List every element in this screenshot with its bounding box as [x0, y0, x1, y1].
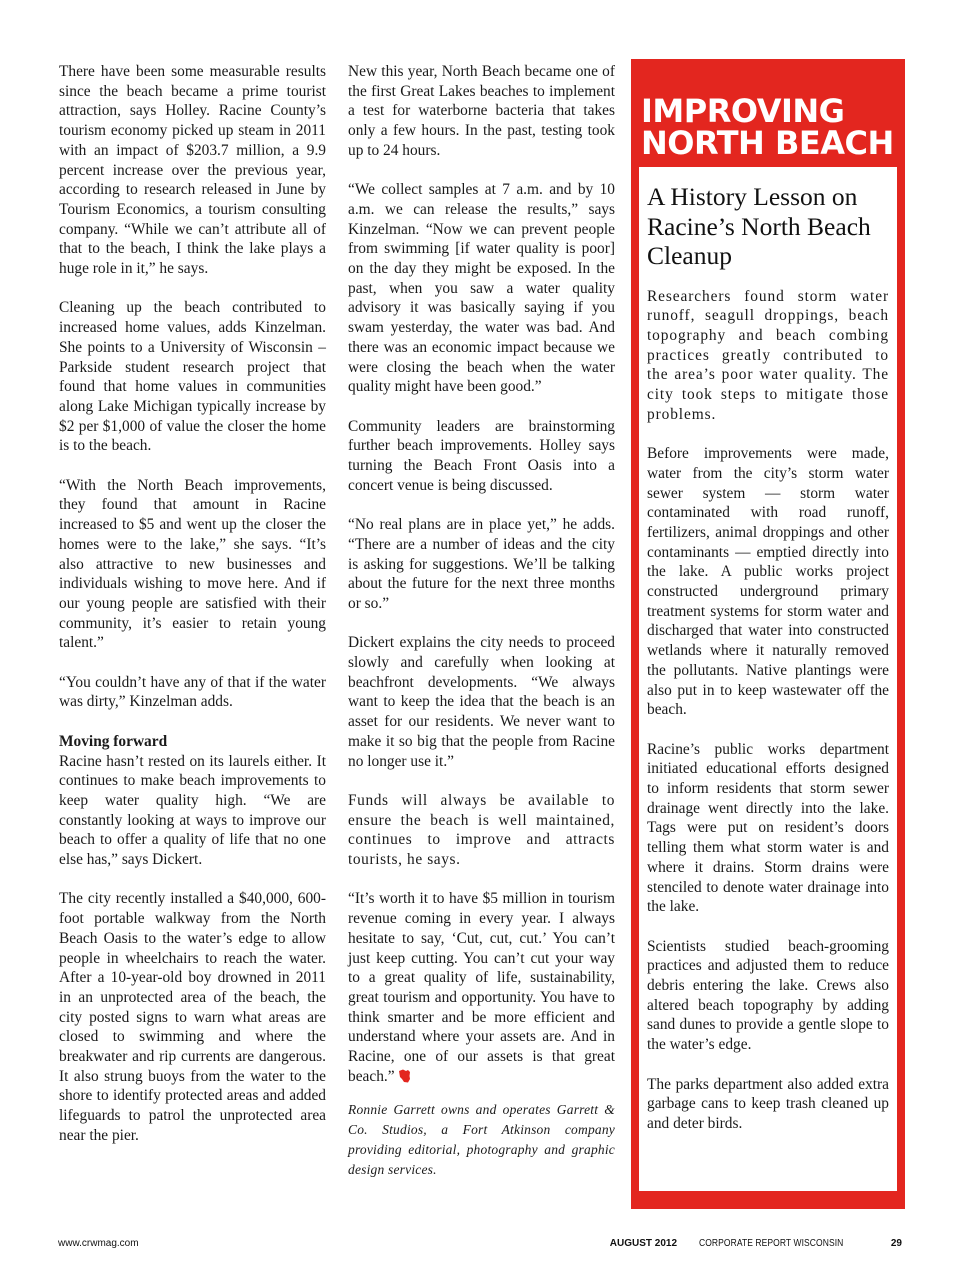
- paragraph: “We collect samples at 7 a.m. and by 10 a.m. we can release the results,” says Kinzelman. “Now we can prevent people from swimming [if water quality is poor] on the day they might be exposed. In the past, when you saw a water quality advisory it was basically saying if you swam yesterday, the water was bad. And there was an economic impact because we were closing the beach when the water quality might have been good.”: [348, 181, 615, 396]
- author-byline: Ronnie Garrett owns and operates Garrett & Co. Studios, a Fort Atkinson company providing editorial, photography and graphic design services.: [348, 1102, 615, 1177]
- paragraph: “You couldn’t have any of that if the water was dirty,” Kinzelman adds.: [59, 673, 326, 711]
- paragraph: The city recently installed a $40,000, 600-foot portable walkway from the North Beach Oasis to the water’s edge to allow people in wheelchairs to reach the water. After a 10-year-old boy drowned in 2011 in an unprotected area of the beach, the city posted signs to warn what areas are closed to swimming and where the breakwater and rip currents are dangerous. It also strung buoys from the water to the shore to identify protected areas and added lifeguards to patrol the unprotected area near the pier.: [59, 890, 326, 1144]
- section-subhead: Moving forward: [59, 732, 168, 750]
- paragraph: There have been some measurable results since the beach became a prime tourist attraction, says Holley. Racine County’s tourism economy picked up steam in 2011 with an impact of $203.7 million, a 9.9 percent increase over the previous year, according to research released in June by Tourism Economics, a tourism consulting company. “While we can’t attribute all of that to the beach, I think the lake plays a huge role in it,” he says.: [59, 63, 326, 278]
- sidebar-title: A History Lesson on Racine’s North Beach Cleanup: [647, 182, 871, 270]
- article-column-1: [59, 62, 326, 1165]
- sidebar-paragraph: Before improvements were made, water from the city’s storm water sewer system — storm water contaminated with road runoff, fertilizers, animal droppings and other contaminants — emptied directly into the lake. A public works project constructed underground primary treatment systems for storm water and discharged that water into constructed wetlands where it naturally removed the pollutants. Native plantings were also put in to keep wastewater off the beach.: [647, 445, 889, 719]
- footer-url: www.crwmag.com: [58, 1238, 139, 1249]
- sidebar-body: [639, 167, 897, 1191]
- article-column-2: [348, 62, 615, 1199]
- wisconsin-state-icon: [398, 1069, 411, 1083]
- paragraph: Cleaning up the beach contributed to increased home values, adds Kinzelman. She points to a University of Wisconsin – Parkside student research project that found that home values in communities along Lake Michigan typically increase by $2 per $1,000 of value the closer the home is to the beach.: [59, 299, 326, 455]
- footer-folio: [610, 1237, 902, 1251]
- paragraph: “No real plans are in place yet,” he adds. “There are a number of ideas and the city is asking for suggestions. We’ll be talking about the future for the next three months or so.”: [348, 516, 615, 612]
- paragraph: New this year, North Beach became one of the first Great Lakes beaches to implement a test for waterborne bacteria that takes only a few hours. In the past, testing took up to 24 hours.: [348, 63, 615, 159]
- paragraph: Racine hasn’t rested on its laurels either. It continues to make beach improvements to keep water quality high. “We are constantly looking at ways to improve our beach to offer a quality of life that no one else has,” says Dickert.: [59, 752, 326, 869]
- sidebar-paragraph: The parks department also added extra garbage cans to keep trash cleaned up and deter birds.: [647, 1075, 889, 1132]
- sidebar-paragraph: Researchers found storm water runoff, seagull droppings, beach topography and beach combing practices greatly contributed to the area’s poor water quality. The city took steps to mitigate those problems.: [647, 287, 889, 423]
- sidebar-paragraph: Racine’s public works department initiated educational efforts designed to inform residents that storm sewer drainage went directly into the lake. Tags were put on resident’s doors telling them what storm water is and where it drains. Storm drains were stenciled to denote water drainage into the lake.: [647, 740, 889, 916]
- page-number: 29: [890, 1238, 902, 1249]
- sidebar-heading: IMPROVING NORTH BEACH: [641, 92, 894, 162]
- sidebar-text: [647, 287, 889, 1134]
- paragraph: Dickert explains the city needs to proceed slowly and carefully when looking at beachfront developments. “We always want to keep the idea that the beach is an asset for our residents. We never want to make it so big that the people from Racine no longer use it.”: [348, 634, 615, 770]
- sidebar-box: [631, 59, 905, 1209]
- paragraph: Community leaders are brainstorming further beach improvements. Holley says turning the Beach Front Oasis into a concert venue is being discussed.: [348, 417, 615, 494]
- sidebar-paragraph: Scientists studied beach-grooming practices and adjusted them to reduce debris entering the lake. Crews also altered beach topography by adding sand dunes to provide a gentle slope to the water’s edge.: [647, 937, 889, 1054]
- footer-publication: CORPORATE REPORT WISCONSIN: [699, 1238, 844, 1249]
- paragraph: Funds will always be available to ensure the beach is well maintained, continues to improve and attracts tourists, he says.: [348, 791, 615, 869]
- closing-text: “It’s worth it to have $5 million in tourism revenue coming in every year. I always hesitate to say, ‘Cut, cut, cut.’ You can’t just keep cutting. You can’t cut your way to a great quality of life, sustainability, great tourism and opportunity. You have to think smarter and be more efficient and understand where your assets are. And in Racine, one of our assets is that great beach.”: [348, 890, 615, 1085]
- paragraph-closing: [348, 889, 615, 1086]
- footer-issue: AUGUST 2012: [609, 1238, 678, 1249]
- paragraph: “With the North Beach improvements, they found that amount in Racine increased to $5 and went up the closer the homes were to the lake,” she says. “It’s also attractive to new businesses and individuals wishing to move here. And if our young people are satisfied with their community, it’s easier to retain young talent.”: [59, 476, 326, 652]
